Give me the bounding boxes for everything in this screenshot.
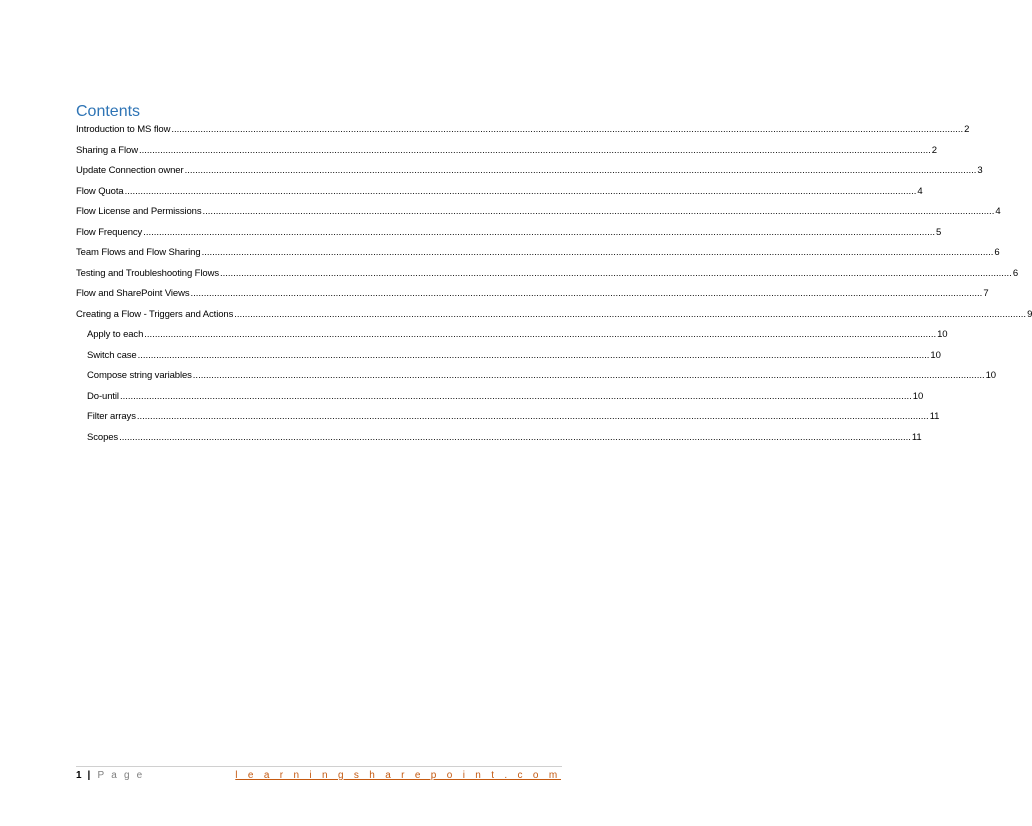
toc-entry-page: 2 bbox=[964, 124, 970, 135]
toc-entry[interactable] bbox=[76, 308, 1032, 330]
table-of-contents bbox=[76, 124, 1032, 452]
toc-entry-page: 6 bbox=[1012, 267, 1018, 279]
toc-subentry[interactable] bbox=[87, 349, 941, 371]
toc-entry-label: Update Connection owner bbox=[76, 165, 184, 176]
footer-page-indicator bbox=[76, 770, 144, 781]
toc-entry[interactable] bbox=[76, 144, 937, 166]
toc-entry-page: 6 bbox=[994, 247, 1000, 258]
toc-entry-label: Apply to each bbox=[87, 329, 144, 340]
toc-entry-label: Do-until bbox=[87, 390, 119, 402]
toc-entry[interactable] bbox=[76, 226, 942, 248]
toc-entry-label: Creating a Flow - Triggers and Actions bbox=[76, 308, 234, 320]
toc-leader-dots: ............................................................................................................................................................................................................................................................................................................ bbox=[143, 226, 936, 238]
toc-entry-page: 4 bbox=[995, 206, 1001, 217]
toc-entry-page: 2 bbox=[931, 144, 937, 156]
toc-entry-label: Compose string variables bbox=[87, 370, 192, 381]
toc-entry-page: 3 bbox=[977, 165, 983, 176]
toc-entry-label: Flow Frequency bbox=[76, 226, 143, 238]
footer-divider bbox=[76, 766, 562, 767]
toc-subentry[interactable] bbox=[87, 390, 924, 412]
toc-leader-dots: ............................................................................................................................................................................................................................................................................................................ bbox=[184, 165, 977, 176]
toc-leader-dots: ............................................................................................................................................................................................................................................................................................................ bbox=[201, 247, 994, 258]
toc-subentry[interactable] bbox=[87, 431, 922, 453]
toc-leader-dots: ............................................................................................................................................................................................................................................................................................................ bbox=[190, 288, 983, 299]
toc-entry-label: Sharing a Flow bbox=[76, 144, 138, 156]
toc-leader-dots: ............................................................................................................................................................................................................................................................................................................ bbox=[119, 431, 911, 443]
footer-page-word: P a g e bbox=[97, 770, 145, 781]
toc-leader-dots: ............................................................................................................................................................................................................................................................................................................ bbox=[202, 206, 995, 217]
toc-leader-dots: ............................................................................................................................................................................................................................................................................................................ bbox=[138, 144, 931, 156]
toc-entry[interactable] bbox=[76, 288, 989, 309]
footer-page-number: 1 bbox=[76, 770, 83, 781]
toc-entry-label: Flow Quota bbox=[76, 185, 124, 197]
toc-subentry[interactable] bbox=[87, 329, 948, 350]
toc-leader-dots: ............................................................................................................................................................................................................................................................................................................ bbox=[219, 267, 1012, 279]
toc-leader-dots: ............................................................................................................................................................................................................................................................................................................ bbox=[171, 124, 964, 135]
toc-leader-dots: ............................................................................................................................................................................................................................................................................................................ bbox=[136, 411, 929, 422]
toc-entry-label: Filter arrays bbox=[87, 411, 136, 422]
toc-entry-label: Flow and SharePoint Views bbox=[76, 288, 190, 299]
toc-entry-label: Scopes bbox=[87, 431, 119, 443]
toc-leader-dots: ............................................................................................................................................................................................................................................................................................................ bbox=[144, 329, 937, 340]
contents-heading: Contents bbox=[76, 103, 141, 120]
toc-entry-label: Switch case bbox=[87, 349, 137, 361]
toc-leader-dots: ............................................................................................................................................................................................................................................................................................................ bbox=[234, 308, 1027, 320]
toc-entry[interactable] bbox=[76, 124, 970, 145]
toc-entry-label: Flow License and Permissions bbox=[76, 206, 202, 217]
toc-entry-page: 10 bbox=[937, 329, 948, 340]
toc-entry-page: 11 bbox=[911, 431, 922, 443]
toc-entry-page: 5 bbox=[936, 226, 942, 238]
toc-entry-label: Introduction to MS flow bbox=[76, 124, 171, 135]
toc-entry-page: 7 bbox=[983, 288, 989, 299]
toc-leader-dots: ............................................................................................................................................................................................................................................................................................................ bbox=[124, 185, 917, 197]
toc-entry[interactable] bbox=[76, 267, 1018, 289]
toc-entry[interactable] bbox=[76, 247, 1000, 268]
toc-entry-label: Testing and Troubleshooting Flows bbox=[76, 267, 219, 279]
toc-entry-page: 9 bbox=[1027, 308, 1032, 320]
toc-entry-page: 10 bbox=[912, 390, 924, 402]
toc-entry-label: Team Flows and Flow Sharing bbox=[76, 247, 201, 258]
toc-entry[interactable] bbox=[76, 206, 1001, 227]
toc-entry[interactable] bbox=[76, 165, 983, 186]
toc-leader-dots: ............................................................................................................................................................................................................................................................................................................ bbox=[119, 390, 912, 402]
toc-entry-page: 11 bbox=[929, 411, 940, 422]
toc-entry[interactable] bbox=[76, 185, 923, 207]
toc-subentry[interactable] bbox=[87, 370, 996, 391]
footer-site-link[interactable]: l e a r n i n g s h a r e p o i n t . c o m bbox=[235, 770, 561, 781]
toc-entry-page: 10 bbox=[930, 349, 941, 361]
toc-leader-dots: ............................................................................................................................................................................................................................................................................................................ bbox=[137, 349, 930, 361]
toc-leader-dots: ............................................................................................................................................................................................................................................................................................................ bbox=[192, 370, 985, 381]
footer-separator: | bbox=[87, 770, 93, 781]
toc-subentry[interactable] bbox=[87, 411, 940, 432]
toc-entry-page: 4 bbox=[917, 185, 923, 197]
toc-entry-page: 10 bbox=[985, 370, 996, 381]
